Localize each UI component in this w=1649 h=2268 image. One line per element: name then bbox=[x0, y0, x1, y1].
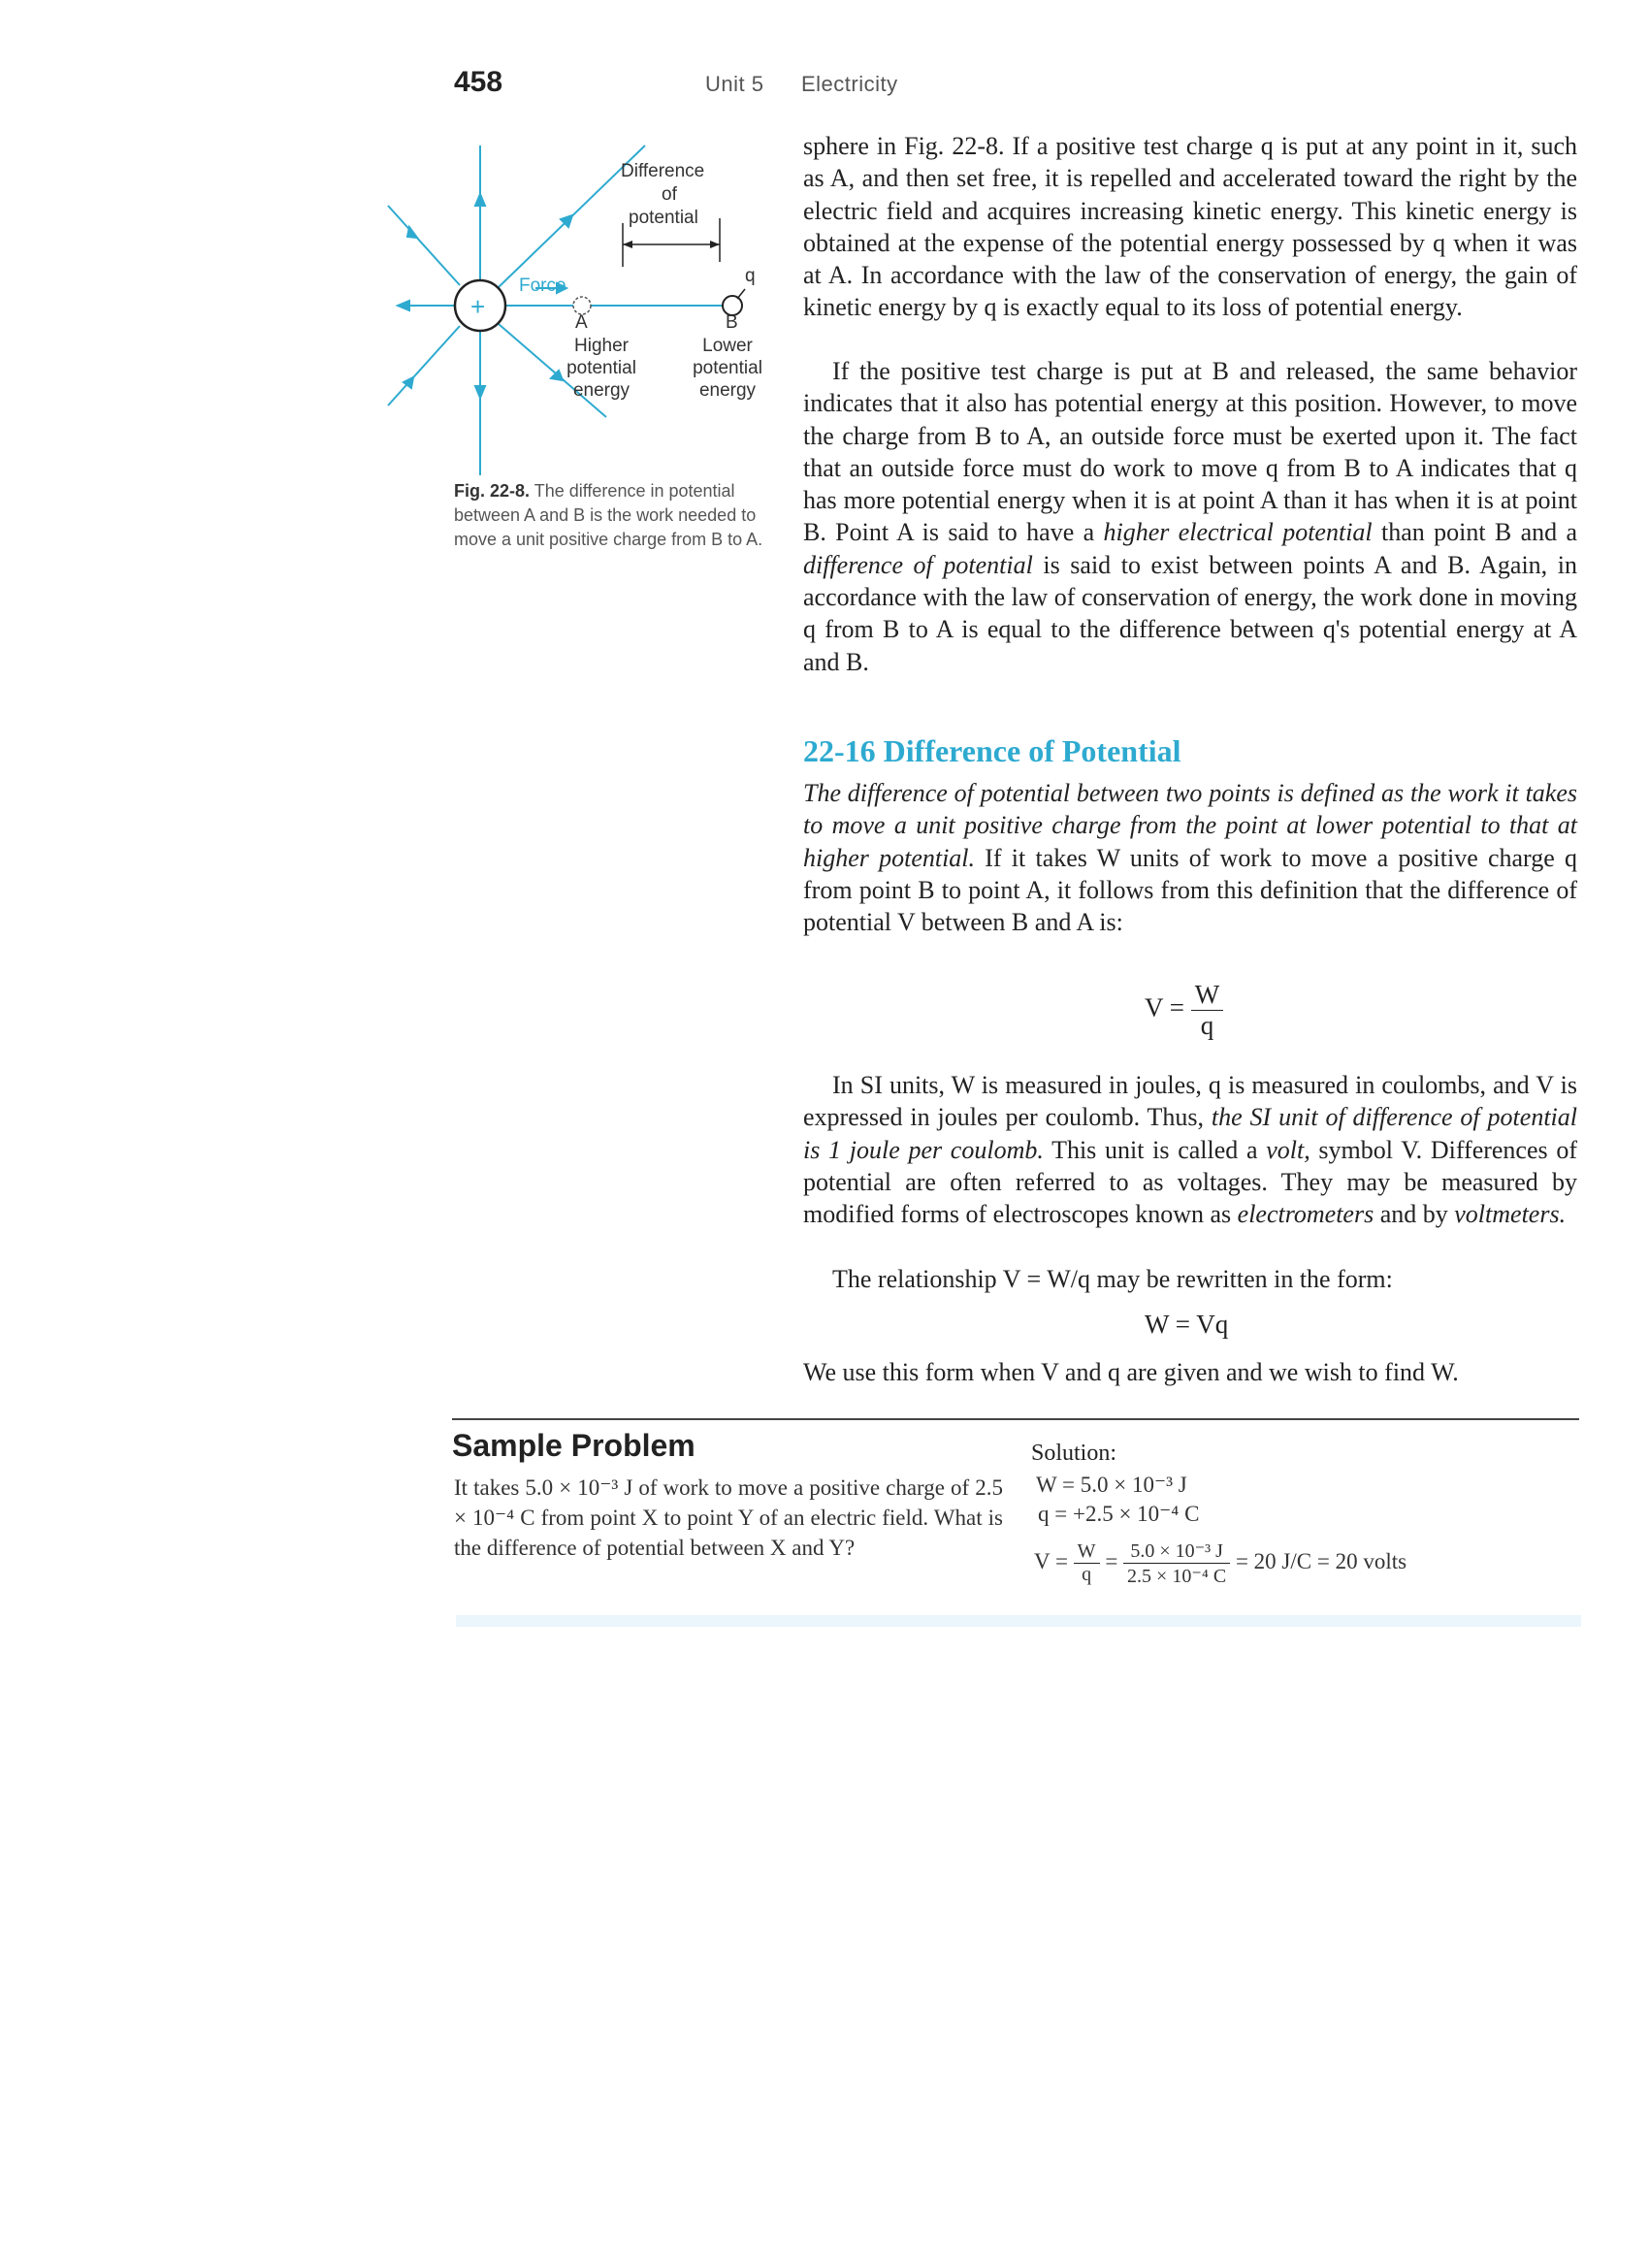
arrow-up bbox=[475, 194, 485, 206]
arrow-upper-left bbox=[407, 227, 417, 238]
field-line-lower-left bbox=[388, 326, 460, 405]
electric-field-diagram bbox=[378, 136, 786, 485]
body-paragraph-2: If the positive test charge is put at B and released, the same behavior indicates that it also has potential energy at this position. However, to move the charge from B to A, an outside force must be exerted upon it. The fact that an outside force must do work to move q from B to A indicates that q has more potential energy when it is at point A than it has when it is at point B. Point A is said to have a higher electrical potential than point B and a difference of potential is said to exist between points A and B. Again, in accordance with the law of conservation of energy, the work done in moving q from B to A is equal to the difference between q's potential energy at A and B. bbox=[803, 357, 1577, 676]
page-number: 458 bbox=[454, 66, 503, 98]
plus-sign-icon: + bbox=[470, 292, 486, 321]
running-header-title: Electricity bbox=[801, 72, 898, 96]
field-line-upper-left bbox=[388, 206, 460, 285]
solution-label: Solution: bbox=[1031, 1441, 1117, 1466]
label-a: A bbox=[575, 312, 588, 333]
decorative-tint-band bbox=[456, 1615, 1581, 1627]
sample-problem-heading: Sample Problem bbox=[452, 1428, 695, 1463]
label-potential: potential bbox=[629, 208, 698, 228]
body-paragraph-use-form: We use this form when V and q are given and we wish to find W. bbox=[803, 1358, 1459, 1386]
solution-line-work: W = 5.0 × 10⁻³ J bbox=[1036, 1473, 1187, 1497]
arrow-down bbox=[475, 386, 485, 398]
arrow-left bbox=[398, 301, 409, 310]
running-header-unit: Unit 5 bbox=[705, 72, 764, 96]
label-lower-potential-energy: Lower potential energy bbox=[693, 336, 762, 401]
figure-22-8 bbox=[378, 136, 786, 485]
sample-problem-text: It takes 5.0 × 10⁻³ J of work to move a positive charge of 2.5 × 10⁻⁴ C from point X to point Y of an electric field. What is the difference of potential between X and Y? bbox=[454, 1475, 1003, 1560]
label-q: q bbox=[745, 266, 756, 286]
equation-w-equals-vq: W = Vq bbox=[1145, 1310, 1229, 1339]
figure-caption-text: The difference in potential between A and B is the work needed to move a unit positive charge from B to A. bbox=[454, 481, 763, 549]
label-force: Force bbox=[519, 275, 566, 296]
label-b: B bbox=[726, 312, 738, 333]
body-paragraph-1: sphere in Fig. 22-8. If a positive test charge q is put at any point in it, such as A, and then set free, it is repelled and accelerated toward the right by the electric field and acquires increasing kinetic energy. This kinetic energy is obtained at the expense of the potential energy possessed by q when it was at A. In accordance with the law of the conservation of energy, the gain of kinetic energy by q is exactly equal to its loss of potential energy. bbox=[803, 132, 1577, 322]
figure-caption-label: Fig. 22-8. bbox=[454, 481, 531, 501]
label-difference: Difference bbox=[621, 161, 705, 181]
solution-line-voltage: V = $\frac{W}{q}$ = $\frac{\text{5.0 × 10⁻³ J}}{\text{2.5 × 10⁻⁴ C}}$ = 20 J/C = 20 volts bbox=[1034, 1540, 1407, 1587]
section-divider bbox=[452, 1418, 1579, 1420]
label-higher-potential-energy: Higher potential energy bbox=[566, 336, 636, 401]
body-paragraph-si-units: In SI units, W is measured in joules, q is measured in coulombs, and V is expressed in joules per coulomb. Thus, the SI unit of difference of potential is 1 joule per coulomb. This unit is called a volt, symbol V. Differences of potential are often referred to as voltages. They may be measured by modified forms of electroscopes known as electrometers and by voltmeters. bbox=[803, 1071, 1577, 1229]
body-paragraph-relationship: The relationship V = W/q may be rewritten in the form: bbox=[832, 1265, 1393, 1293]
figure-caption bbox=[454, 479, 774, 552]
definition-paragraph: The difference of potential between two points is defined as the work it takes to move a unit positive charge from the point at lower potential to that at higher potential. If it takes W units of work to move a positive charge q from point B to point A, it follows from this definition that the difference of potential V between B and A is: bbox=[803, 779, 1577, 937]
label-of: of bbox=[662, 184, 677, 205]
section-heading: 22-16 Difference of Potential bbox=[803, 733, 1181, 768]
solution-line-charge: q = +2.5 × 10⁻⁴ C bbox=[1038, 1502, 1200, 1526]
equation-v-equals-w-over-q: V = $\frac{W}{q}$ bbox=[1145, 980, 1223, 1041]
